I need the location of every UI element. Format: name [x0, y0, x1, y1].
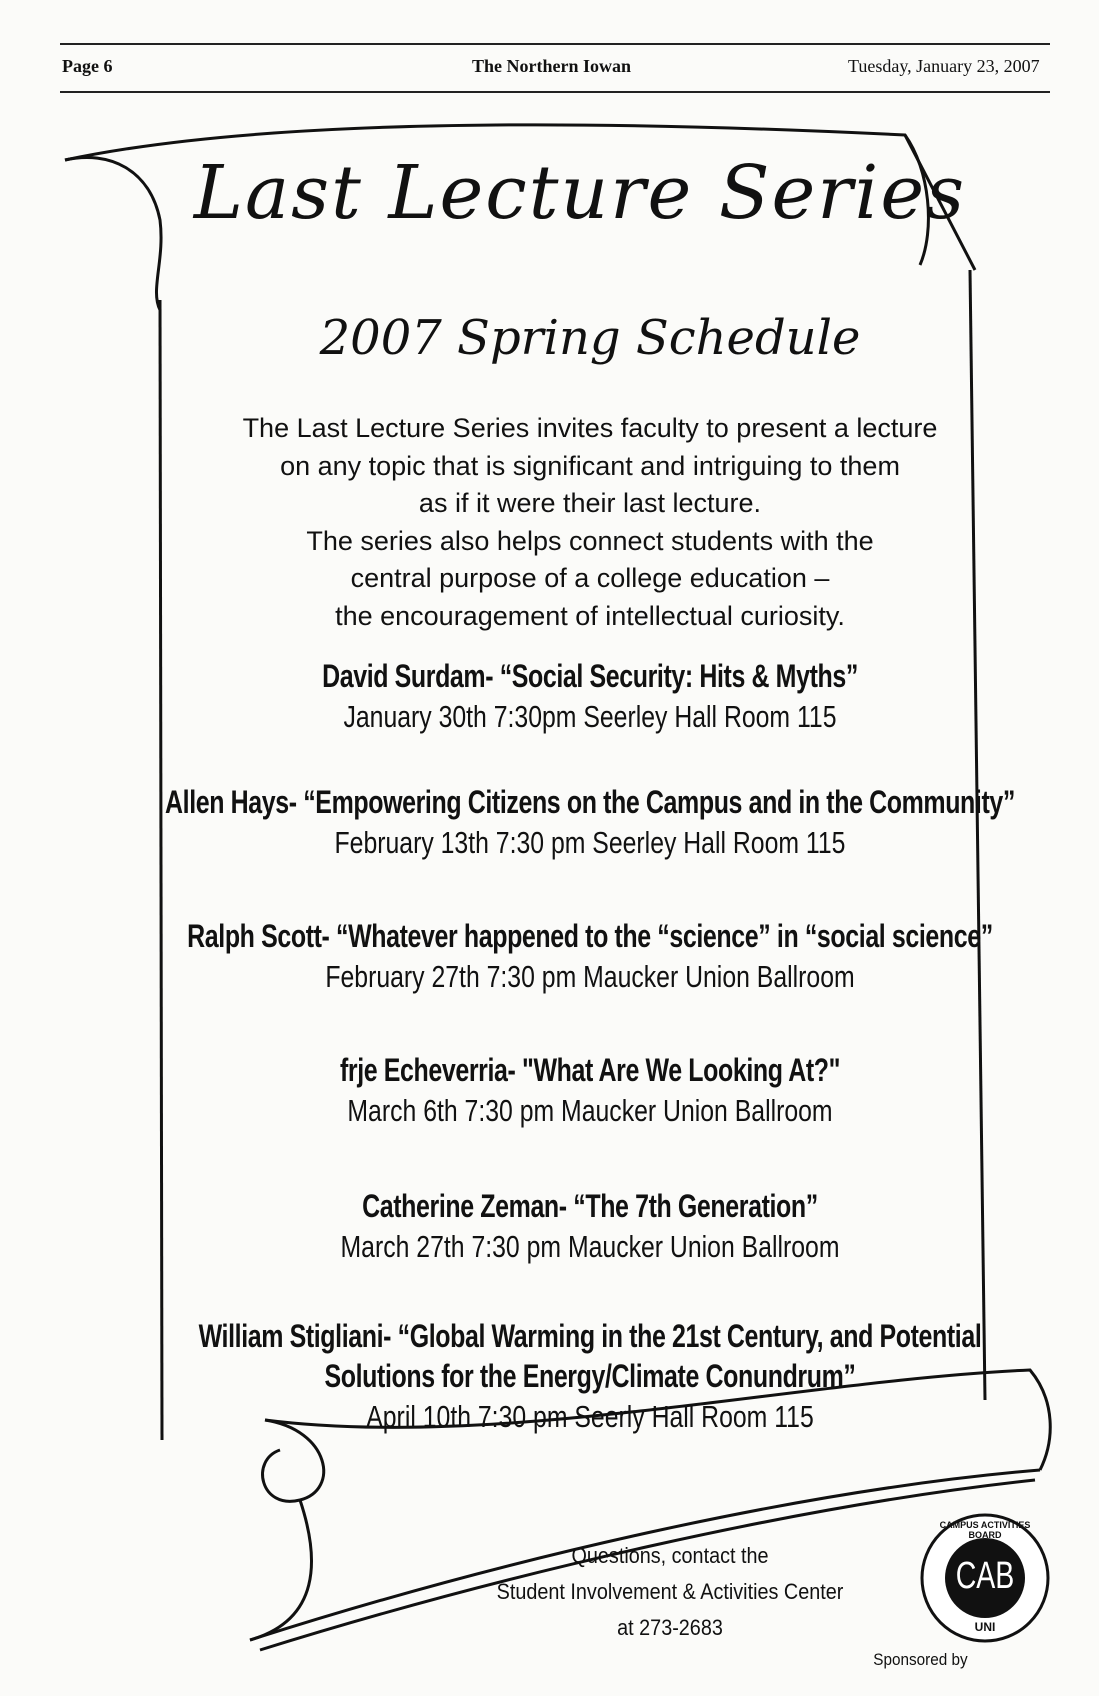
- lecture-details: February 27th 7:30 pm Maucker Union Ballroom: [325, 959, 855, 994]
- logo-ring-text: CAMPUS ACTIVITIES BOARD: [939, 1520, 1031, 1540]
- series-title: Last Lecture Series: [193, 150, 967, 236]
- schedule-subtitle: 2007 Spring Schedule: [319, 310, 861, 366]
- lecture-title: Allen Hays- “Empowering Citizens on the Campus and in the Community”: [165, 784, 1015, 820]
- issue-date: Tuesday, January 23, 2007: [848, 56, 1040, 76]
- lecture-details: March 6th 7:30 pm Maucker Union Ballroom: [347, 1093, 833, 1128]
- lecture-details: April 10th 7:30 pm Seerly Hall Room 115: [366, 1399, 814, 1434]
- lecture-details: February 13th 7:30 pm Seerley Hall Room 115: [334, 825, 846, 860]
- lecture-title: William Stigliani- “Global Warming in the 21st Century, and Potential: [198, 1318, 982, 1354]
- intro-text: [0, 410, 1099, 635]
- page-number: Page 6: [62, 56, 113, 76]
- lecture-title: Catherine Zeman- “The 7th Generation”: [362, 1188, 818, 1224]
- sponsored-by: Sponsored by: [873, 1650, 968, 1669]
- lecture-entry: [0, 656, 1099, 738]
- lecture-entry: [0, 1186, 1099, 1268]
- lecture-title: frje Echeverria- "What Are We Looking At?": [339, 1052, 841, 1088]
- contact-line: Student Involvement & Activities Center: [496, 1579, 844, 1604]
- lecture-entry: [0, 1050, 1099, 1132]
- intro-line: on any topic that is significant and intriguing to them: [280, 450, 900, 481]
- intro-line: The series also helps connect students with the: [306, 525, 874, 556]
- lecture-title: David Surdam- “Social Security: Hits & Myths”: [322, 658, 858, 694]
- contact-phone: at 273-2683: [617, 1615, 723, 1640]
- intro-line: The Last Lecture Series invites faculty to present a lecture: [242, 413, 938, 443]
- lecture-entry: [0, 916, 1099, 998]
- intro-line: as if it were their last lecture.: [418, 488, 762, 518]
- logo-cab: CAB: [955, 1555, 1015, 1597]
- contact-line: Questions, contact the: [571, 1543, 769, 1568]
- lecture-details: March 27th 7:30 pm Maucker Union Ballroom: [340, 1229, 840, 1264]
- paper-name: The Northern Iowan: [472, 56, 632, 76]
- lecture-title-cont: Solutions for the Energy/Climate Conundrum”: [324, 1358, 856, 1394]
- lecture-details: January 30th 7:30pm Seerley Hall Room 115: [343, 699, 837, 734]
- lecture-entry: [0, 1316, 1099, 1438]
- lecture-title: Ralph Scott- “Whatever happened to the “science” in “social science”: [187, 918, 993, 954]
- logo-uni: UNI: [974, 1620, 996, 1634]
- lecture-entry: [0, 782, 1099, 864]
- intro-line: the encouragement of intellectual curiosity.: [335, 600, 845, 631]
- contact-info: [445, 1538, 895, 1646]
- intro-line: central purpose of a college education –: [350, 563, 830, 593]
